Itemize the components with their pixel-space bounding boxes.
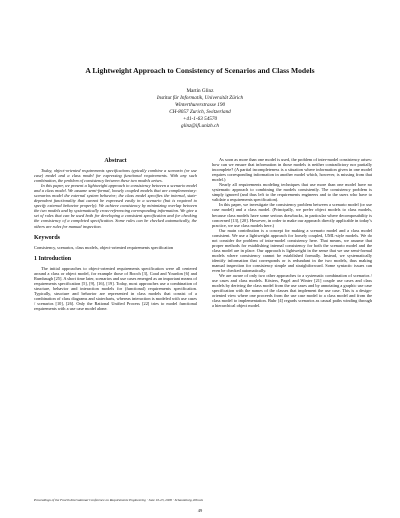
page-number: 49 <box>197 508 203 513</box>
intro-heading: 1 Introduction <box>34 255 72 262</box>
abstract-heading: Abstract <box>104 158 127 164</box>
body-paragraph-5: We are aware of only two other approaches to a systematic combination of scenarios / use cases and class models. Kösters, Pagel and Winter [21] couple use cases and class models by deriving the class model from the use cases and by annotating a graphic use case specification with the names of the classes that implement the use case. This is a design-oriented view where one proceeds from the use case model to a class model and from the class model to implementation. Buhr [4] regards scenarios as causal paths winding through a hierarchical object model. <box>212 273 372 309</box>
author-block <box>20 88 380 130</box>
keywords-text: Consistency, scenarios, class models, object-oriented requirements specification <box>34 244 174 250</box>
keywords-heading: Keywords <box>34 234 60 241</box>
body-paragraph-2: Nearly all requirements modeling techniques that use more than one model have no systematic approach to combining the models consistently. The consistency problem is simply ignored (and thus left to the requirements engineers and to the users who have to validate a requirements specification). <box>212 182 372 203</box>
abstract-paragraph-2: In this paper, we present a lightweight approach to consistency between a scenario model and a class model. We assume semi-formal, loosely coupled models that are complementary: scenarios model the external system behavior; the class model specifies the internal, state-dependent functionality that cannot be expressed easily in a scenario (but is required to specify external behavior properly). We achieve consistency by minimizing overlap between the two models and by systematically cross-referencing corresponding information. We give a set of rules that can be used both for developing a consistent specification and for checking the consistency of a completed specification. Some rules can be checked automatically, the others are rules for manual inspection. <box>34 183 197 229</box>
body-paragraph-3: In this paper, we investigate the consistency problem between a scenario model (or use case model) and a class model. (Principally, we prefer object models to class models, because class models have some serious drawbacks, in particular where decomposability is concerned [13], [20]. However, in order to make our approach directly applicable in today’s practice, we use class models here.) <box>212 202 372 228</box>
body-paragraph-1: As soon as more than one model is used, the problem of inter-model consistency arises: how can we ensure that information in those models is neither contradictory nor partially incomplete? (A partial incompleteness is a situation where information given in one model requires corresponding information in another model which, however, is missing from that model.) <box>212 157 372 183</box>
author-email: glinz@ifi.unizh.ch <box>181 123 219 129</box>
proceedings-footnote: Proceedings of the Fourth International Conference on Requirements Engineering · June 10-23, 2000 · Schaumburg, Illinois <box>34 498 203 502</box>
paper-title: A Lightweight Approach to Consistency of Scenarios and Class Models <box>85 66 315 75</box>
author-institute: Institut für Informatik, Universität Zürich <box>156 95 244 101</box>
author-name: Martin Glinz <box>186 88 214 94</box>
author-city: CH-8057 Zurich, Switzerland <box>169 109 231 115</box>
abstract-paragraph-1: Today, object-oriented requirements specifications typically combine a scenario (or use case) model and a class model for expressing functional requirements. With any such combination, the problem of consistency between these two models arises. <box>34 168 197 184</box>
left-column <box>34 157 197 311</box>
body-paragraph-4: Our main contribution is a concept for making a scenario model and a class model consistent. We use a lightweight approach for loosely coupled, UML-style models. We do not consider the problem of intra-model consistency here. That means, we assume that proper methods for establishing internal consistency for both the scenario model and the class model are in place. Our approach is lightweight in the sense that we use semi-formal models where consistency cannot be established formally. Instead, we systematically identify information that corresponds or is redundant in the two models, thus making manual inspection for consistency simple and straightforward. Some syntactic issues can even be checked automatically. <box>212 227 372 274</box>
author-street: Winterthurerstrasse 190 <box>174 102 226 108</box>
right-column <box>212 157 372 308</box>
intro-paragraph-1: The initial approaches to object-oriented requirements specification were all centered around a class or object model, for example those of Booch [3], Coad and Yourdon [6] and Rumbaugh [25]. A short time later, scenarios and use cases emerged as an important means of requirements specification [5], [9], [16], [19]. Today, most approaches use a combination of structure, behavior and interaction models for (functional) requirements specification. Typically, structure and behavior are represented in class models that consist of a combination of class diagrams and statecharts, whereas interaction is modeled with use cases / scenarios [10], [26]. Only the Rational Unified Process [22] tries to model functional requirements with a use case model alone. <box>34 265 197 311</box>
author-phone: +41-1-63 54570 <box>182 116 218 122</box>
